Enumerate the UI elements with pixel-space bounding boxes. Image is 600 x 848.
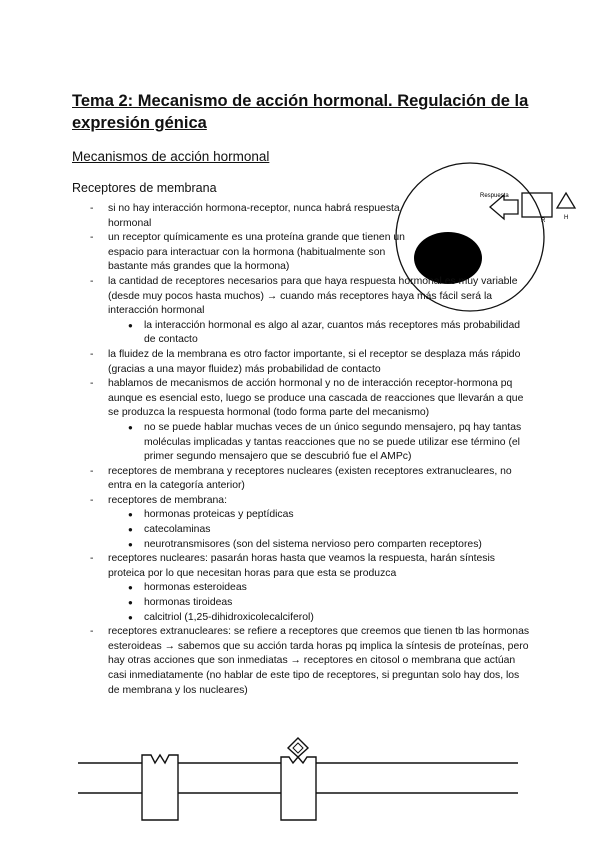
list-item: - receptores extranucleares: se refiere a receptores que creemos que tienen tb las hormonas esteroideas → sabemos que su acción tarda horas pq implica la síntesis de proteínas, pero hay otras acciones que son inmediatas → receptores en citosol o membrana que actúan casi inmediatamente (no hablar de este tipo de receptores, si preguntan solo hay dos, los de membrana y los nucleares) (72, 625, 532, 698)
list-item: - receptores nucleares: pasarán horas hasta que veamos la respuesta, harán síntesis proteica por lo que necesitan horas para que esta se produzca (72, 552, 532, 581)
sub-list-item: ● catecolaminas (72, 523, 532, 538)
membrane-receptor-diagram (78, 735, 518, 825)
list-item: - receptores de membrana y receptores nucleares (existen receptores extranucleares, no entra en la categoría anterior) (72, 465, 532, 494)
hormone-triangle (557, 193, 575, 208)
hormone-label: H (564, 215, 569, 221)
page-title: Tema 2: Mecanismo de acción hormonal. Regulación de la expresión génica (72, 92, 529, 132)
subsection-heading: Receptores de membrana (72, 181, 217, 195)
bound-hormone-diamond (288, 738, 308, 757)
receptor-label: R (541, 218, 546, 224)
list-item: - la cantidad de receptores necesarios para que haya respuesta hormonal es muy variable (desde muy pocos hasta muchos) → cuando más receptores haya más fácil será la interacción hormonal (72, 275, 532, 319)
sub-list-item: ● calcitriol (1,25-dihidroxicolecalciferol) (72, 611, 532, 626)
sub-list-item: ● no se puede hablar muchas veces de un único segundo mensajero, pq hay tantas moléculas implicadas y tantas reacciones que no se puede utilizar ese término (el primer segundo mensajero que se descubrió fue el AMPc) (72, 421, 532, 465)
response-label: Respuesta (480, 193, 509, 199)
receptor-bound (281, 757, 316, 820)
list-item: - receptores de membrana: (72, 494, 532, 509)
notes-list (72, 202, 532, 698)
list-item: - si no hay interacción hormona-receptor, nunca habrá respuesta hormonal (72, 202, 408, 231)
sub-list-item: ● la interacción hormonal es algo al azar, cuantos más receptores más probabilidad de contacto (72, 319, 532, 348)
receptor-empty (142, 755, 178, 820)
list-item: - un receptor químicamente es una proteína grande que tienen un espacio para interactuar con la hormona (habitualmente son bastante más grandes que la hormona) (72, 231, 408, 275)
section-heading: Mecanismos de acción hormonal (72, 149, 270, 164)
sub-list-item: ● hormonas proteicas y peptídicas (72, 508, 532, 523)
sub-list-item: ● neurotransmisores (son del sistema nervioso pero comparten receptores) (72, 538, 532, 553)
sub-list-item: ● hormonas tiroideas (72, 596, 532, 611)
sub-list-item: ● hormonas esteroideas (72, 581, 532, 596)
list-item: - la fluidez de la membrana es otro factor importante, si el receptor se desplaza más rápido (gracias a una mayor fluidez) más probabilidad de contacto (72, 348, 532, 377)
list-item: - hablamos de mecanismos de acción hormonal y no de interacción receptor-hormona pq aunque es esencial esto, luego se produce una cascada de reacciones que llevarán a que se produzca la respuesta hormonal (todo forma parte del mecanismo) (72, 377, 532, 421)
